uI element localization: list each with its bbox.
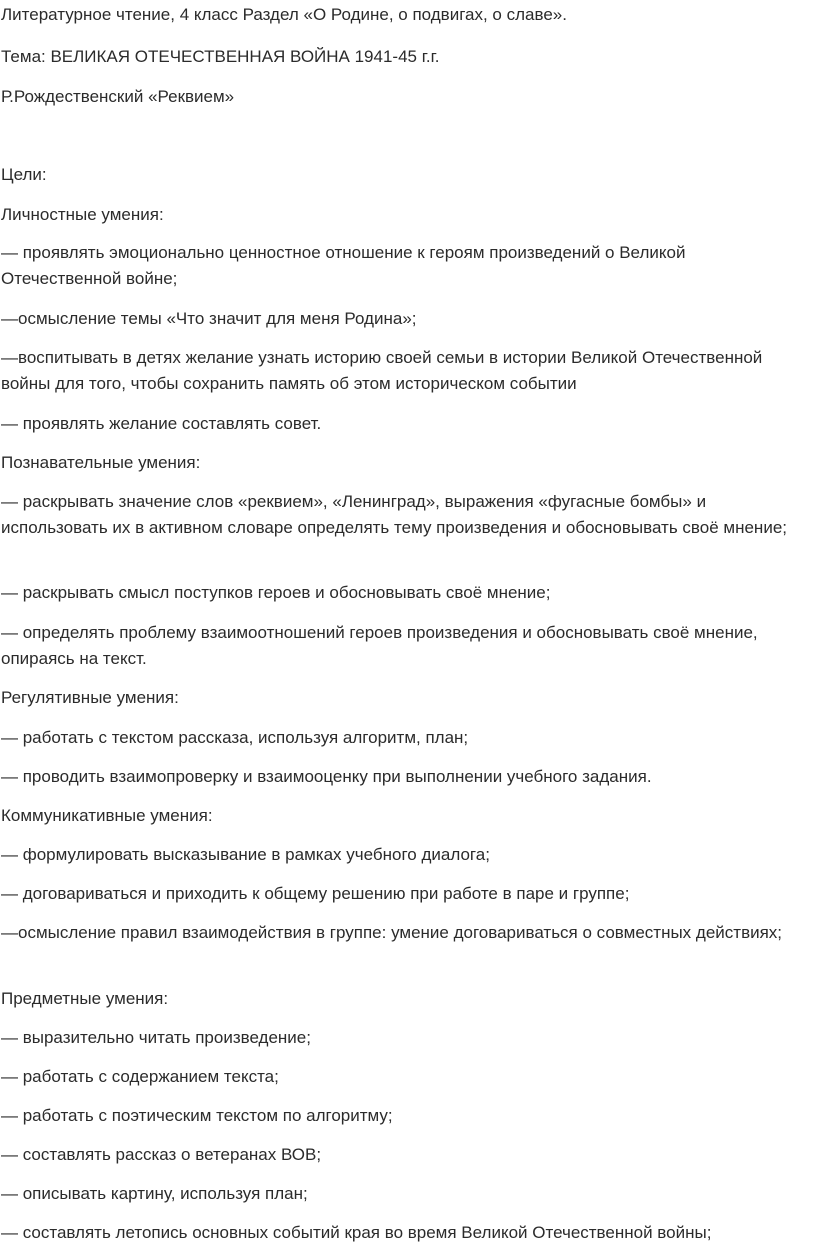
list-item: — описывать картину, используя план;	[1, 1184, 308, 1203]
list-item: — определять проблему взаимоотношений героев произведения и обосновывать своё мнение, опираясь на текст.	[1, 623, 758, 668]
header-line: Литературное чтение, 4 класс Раздел «О Родине, о подвигах, о славе».	[1, 5, 567, 24]
topic-line: Тема: ВЕЛИКАЯ ОТЕЧЕСТВЕННАЯ ВОЙНА 1941-45 г.г.	[1, 47, 440, 66]
section-heading-regulatory: Регулятивные умения:	[1, 688, 179, 707]
list-item: — проявлять желание составлять совет.	[1, 414, 322, 433]
list-item: —воспитывать в детях желание узнать историю своей семьи в истории Великой Отечественной войны для того, чтобы сохранить память об этом историческом событии	[1, 348, 763, 393]
list-item: — формулировать высказывание в рамках учебного диалога;	[1, 845, 490, 864]
section-heading-subject: Предметные умения:	[1, 989, 169, 1008]
list-item: — раскрывать значение слов «реквием», «Ленинград», выражения «фугасные бомбы» и использовать их в активном словаре определять тему произведения и обосновывать своё мнение;	[1, 492, 787, 537]
list-item: — работать с текстом рассказа, используя алгоритм, план;	[1, 728, 469, 747]
list-item: —осмысление правил взаимодействия в группе: умение договариваться о совместных действиях;	[1, 923, 783, 942]
list-item: — проявлять эмоционально ценностное отношение к героям произведений о Великой Отечественной войне;	[1, 243, 686, 288]
goals-label: Цели:	[1, 165, 47, 184]
list-item: — работать с поэтическим текстом по алгоритму;	[1, 1106, 393, 1125]
list-item: — раскрывать смысл поступков героев и обосновывать своё мнение;	[1, 583, 551, 602]
section-heading-communicative: Коммуникативные умения:	[1, 806, 213, 825]
list-item: — работать с содержанием текста;	[1, 1067, 279, 1086]
list-item: — составлять летопись основных событий края во время Великой Отечественной войны;	[1, 1223, 712, 1242]
list-item: — договариваться и приходить к общему решению при работе в паре и группе;	[1, 884, 630, 903]
section-heading-personal: Личностные умения:	[1, 205, 164, 224]
list-item: — составлять рассказ о ветеранах ВОВ;	[1, 1145, 322, 1164]
list-item: — проводить взаимопроверку и взаимооценку при выполнении учебного задания.	[1, 767, 652, 786]
list-item: — выразительно читать произведение;	[1, 1028, 311, 1047]
list-item: —осмысление темы «Что значит для меня Родина»;	[1, 309, 417, 328]
author-work: Р.Рождественский «Реквием»	[1, 87, 235, 106]
section-heading-cognitive: Познавательные умения:	[1, 453, 201, 472]
